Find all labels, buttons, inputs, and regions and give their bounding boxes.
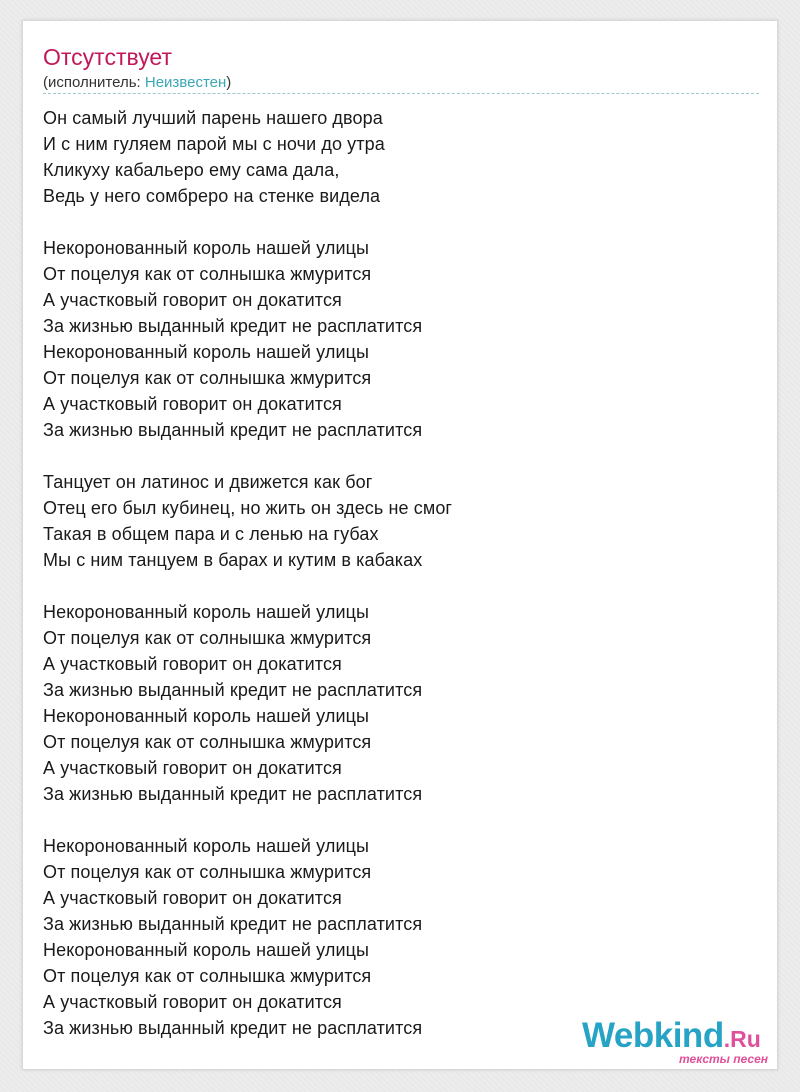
- lyric-line: Он самый лучший парень нашего двора: [43, 108, 383, 128]
- lyric-line: А участковый говорит он докатится: [43, 394, 342, 414]
- artist-prefix: (исполнитель:: [43, 74, 145, 91]
- title-divider: [43, 93, 759, 94]
- lyric-line: За жизнью выданный кредит не расплатится: [43, 316, 423, 336]
- lyric-line: Некоронованный король нашей улицы: [43, 342, 370, 362]
- lyric-line: От поцелуя как от солнышка жмурится: [43, 862, 372, 882]
- lyric-line: Кликуху кабальеро ему сама дала,: [43, 160, 340, 180]
- lyric-line: Ведь у него сомбреро на стенке видела: [43, 186, 381, 206]
- lyric-line: Мы с ним танцуем в барах и кутим в кабаках: [43, 550, 423, 570]
- lyrics-sheet: [22, 20, 778, 1070]
- lyric-line: Такая в общем пара и с ленью на губах: [43, 524, 379, 544]
- lyric-line: Некоронованный король нашей улицы: [43, 238, 370, 258]
- lyric-line: А участковый говорит он докатится: [43, 992, 342, 1012]
- artist-line: [43, 73, 231, 93]
- lyric-line: Некоронованный король нашей улицы: [43, 836, 370, 856]
- lyrics-stanza: [43, 235, 759, 443]
- lyric-line: За жизнью выданный кредит не расплатится: [43, 1018, 423, 1038]
- lyric-line: За жизнью выданный кредит не расплатится: [43, 420, 423, 440]
- lyric-line: А участковый говорит он докатится: [43, 654, 342, 674]
- lyrics-stanza: [43, 833, 759, 1041]
- lyric-line: Танцует он латинос и движется как бог: [43, 472, 373, 492]
- logo-name: Webkind: [582, 1016, 724, 1055]
- lyric-line: И с ним гуляем парой мы с ночи до утра: [43, 134, 385, 154]
- lyrics-body: [43, 105, 759, 1067]
- webkind-logo[interactable]: [582, 1016, 772, 1068]
- lyric-line: За жизнью выданный кредит не расплатится: [43, 784, 423, 804]
- lyric-line: А участковый говорит он докатится: [43, 888, 342, 908]
- lyric-line: От поцелуя как от солнышка жмурится: [43, 368, 372, 388]
- logo-tagline: тексты песен: [679, 1052, 768, 1066]
- lyric-line: А участковый говорит он докатится: [43, 758, 342, 778]
- lyric-line: Отец его был кубинец, но жить он здесь не смог: [43, 498, 453, 518]
- lyric-line: От поцелуя как от солнышка жмурится: [43, 966, 372, 986]
- lyric-line: Некоронованный король нашей улицы: [43, 940, 370, 960]
- lyric-line: Некоронованный король нашей улицы: [43, 602, 370, 622]
- lyric-line: За жизнью выданный кредит не расплатится: [43, 914, 423, 934]
- logo-tld: .Ru: [723, 1026, 761, 1052]
- lyrics-stanza: [43, 105, 759, 209]
- artist-suffix: ): [226, 74, 232, 91]
- lyric-line: От поцелуя как от солнышка жмурится: [43, 264, 372, 284]
- lyric-line: Некоронованный король нашей улицы: [43, 706, 370, 726]
- lyrics-stanza: [43, 599, 759, 807]
- song-title: Отсутствует: [43, 44, 172, 70]
- lyric-line: От поцелуя как от солнышка жмурится: [43, 732, 372, 752]
- lyric-line: За жизнью выданный кредит не расплатится: [43, 680, 423, 700]
- artist-link[interactable]: Неизвестен: [144, 74, 227, 91]
- lyric-line: От поцелуя как от солнышка жмурится: [43, 628, 372, 648]
- lyrics-stanza: [43, 469, 759, 573]
- lyric-line: А участковый говорит он докатится: [43, 290, 342, 310]
